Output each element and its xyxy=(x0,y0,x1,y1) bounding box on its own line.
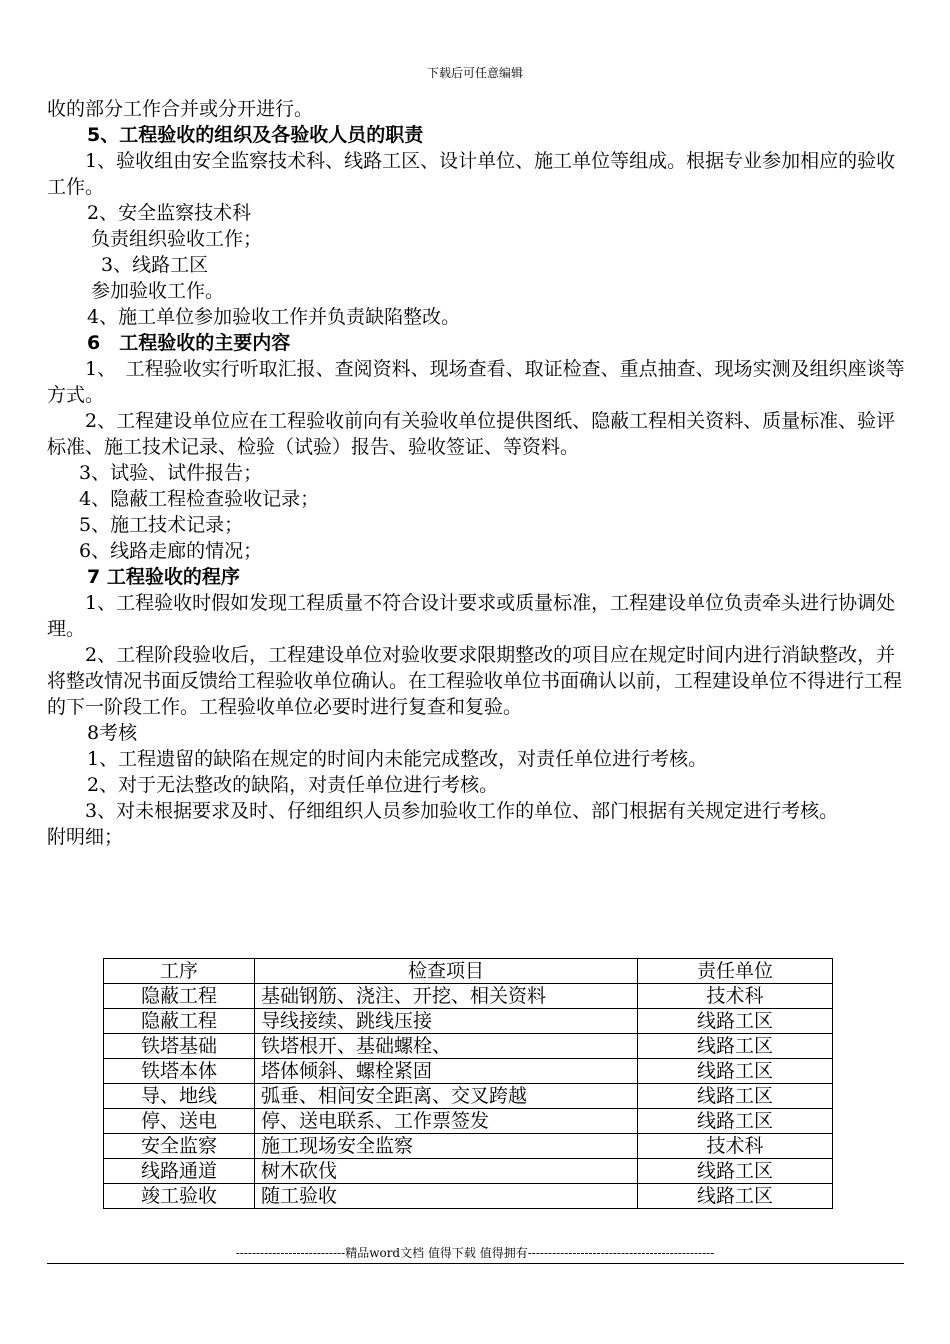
column-header-process: 工序 xyxy=(104,959,255,984)
paragraph: 2、对于无法整改的缺陷，对责任单位进行考核。 xyxy=(87,774,499,796)
table-cell: 随工验收 xyxy=(255,1184,638,1209)
table-cell: 施工现场安全监察 xyxy=(255,1134,638,1159)
paragraph: 1、验收组由安全监察技术科、线路工区、设计单位、施工单位等组成。根据专业参加相应的验收工作。 xyxy=(47,150,896,198)
table-cell: 铁塔本体 xyxy=(104,1059,255,1084)
table-cell: 导、地线 xyxy=(104,1084,255,1109)
table-cell: 线路工区 xyxy=(638,1184,833,1209)
paragraph: 3、试验、试件报告； xyxy=(79,462,263,484)
section-heading: 7 工程验收的程序 xyxy=(87,566,240,588)
table-cell: 线路工区 xyxy=(638,1059,833,1084)
footer-rule xyxy=(47,1263,904,1264)
paragraph: 3、对未根据要求及时、仔细组织人员参加验收工作的单位、部门根据有关规定进行考核。 xyxy=(85,800,839,822)
table-row xyxy=(104,1059,833,1084)
table-row xyxy=(104,1084,833,1109)
table-cell: 停、送电联系、工作票签发 xyxy=(255,1109,638,1134)
column-header-responsible-unit: 责任单位 xyxy=(638,959,833,984)
table-cell: 铁塔基础 xyxy=(104,1034,255,1059)
table-cell: 线路工区 xyxy=(638,1109,833,1134)
paragraph: 8考核 xyxy=(87,722,138,744)
table-row xyxy=(104,1134,833,1159)
table-cell: 停、送电 xyxy=(104,1109,255,1134)
table-row xyxy=(104,1184,833,1209)
paragraph: 附明细； xyxy=(47,826,124,848)
table-cell: 基础钢筋、浇注、开挖、相关资料 xyxy=(255,984,638,1009)
table-cell: 技术科 xyxy=(638,984,833,1009)
table-cell: 线路工区 xyxy=(638,1084,833,1109)
paragraph: 参加验收工作。 xyxy=(91,280,225,302)
paragraph: 1、工程验收时假如发现工程质量不符合设计要求或质量标准，工程建设单位负责牵头进行协调处理。 xyxy=(47,592,896,640)
table-cell: 塔体倾斜、螺栓紧固 xyxy=(255,1059,638,1084)
section-heading: 5、工程验收的组织及各验收人员的职责 xyxy=(87,124,424,146)
table-cell: 铁塔根开、基础螺栓、 xyxy=(255,1034,638,1059)
table-row xyxy=(104,1159,833,1184)
column-header-check-item: 检查项目 xyxy=(255,959,638,984)
table-row xyxy=(104,1109,833,1134)
table-header-row xyxy=(104,959,833,984)
paragraph: 5、施工技术记录； xyxy=(79,514,244,536)
page-footer: ---------------------------精品word文档 值得下载 值得拥有---------------------------------------------- xyxy=(235,1246,715,1260)
table-cell: 技术科 xyxy=(638,1134,833,1159)
paragraph: 6、线路走廊的情况； xyxy=(79,540,263,562)
paragraph: 2、工程阶段验收后，工程建设单位对验收要求限期整改的项目应在规定时间内进行消缺整改，并将整改情况书面反馈给工程验收单位确认。在工程验收单位书面确认以前，工程建设单位不得进行工程的下一阶段工作。工程验收单位必要时进行复查和复验。 xyxy=(47,644,903,718)
paragraph: 2、安全监察技术科 xyxy=(87,202,252,224)
table-cell: 线路工区 xyxy=(638,1034,833,1059)
table-cell: 弧垂、相间安全距离、交叉跨越 xyxy=(255,1084,638,1109)
table-cell: 线路通道 xyxy=(104,1159,255,1184)
table-cell: 线路工区 xyxy=(638,1009,833,1034)
table-cell: 隐蔽工程 xyxy=(104,1009,255,1034)
page-header: 下载后可任意编辑 xyxy=(426,66,523,80)
paragraph: 2、工程建设单位应在工程验收前向有关验收单位提供图纸、隐蔽工程相关资料、质量标准、验评标准、施工技术记录、检验（试验）报告、验收签证、等资料。 xyxy=(47,410,896,458)
table-cell: 树木砍伐 xyxy=(255,1159,638,1184)
table-row xyxy=(104,984,833,1009)
table-row xyxy=(104,1009,833,1034)
paragraph: 1、 工程验收实行听取汇报、查阅资料、现场查看、取证检查、重点抽查、现场实测及组织座谈等方式。 xyxy=(47,358,905,406)
detail-table xyxy=(103,958,833,1209)
table-cell: 隐蔽工程 xyxy=(104,984,255,1009)
paragraph: 1、工程遗留的缺陷在规定的时间内未能完成整改，对责任单位进行考核。 xyxy=(87,748,708,770)
paragraph: 收的部分工作合并或分开进行。 xyxy=(47,98,314,120)
paragraph: 负责组织验收工作； xyxy=(91,228,263,250)
section-heading: 6 工程验收的主要内容 xyxy=(87,332,291,354)
paragraph: 4、隐蔽工程检查验收记录； xyxy=(79,488,320,510)
table-cell: 竣工验收 xyxy=(104,1184,255,1209)
table-row xyxy=(104,1034,833,1059)
paragraph: 4、施工单位参加验收工作并负责缺陷整改。 xyxy=(87,306,461,328)
table-cell: 线路工区 xyxy=(638,1159,833,1184)
table-cell: 导线接续、跳线压接 xyxy=(255,1009,638,1034)
document-body xyxy=(47,96,907,850)
table-cell: 安全监察 xyxy=(104,1134,255,1159)
paragraph: 3、线路工区 xyxy=(101,254,209,276)
